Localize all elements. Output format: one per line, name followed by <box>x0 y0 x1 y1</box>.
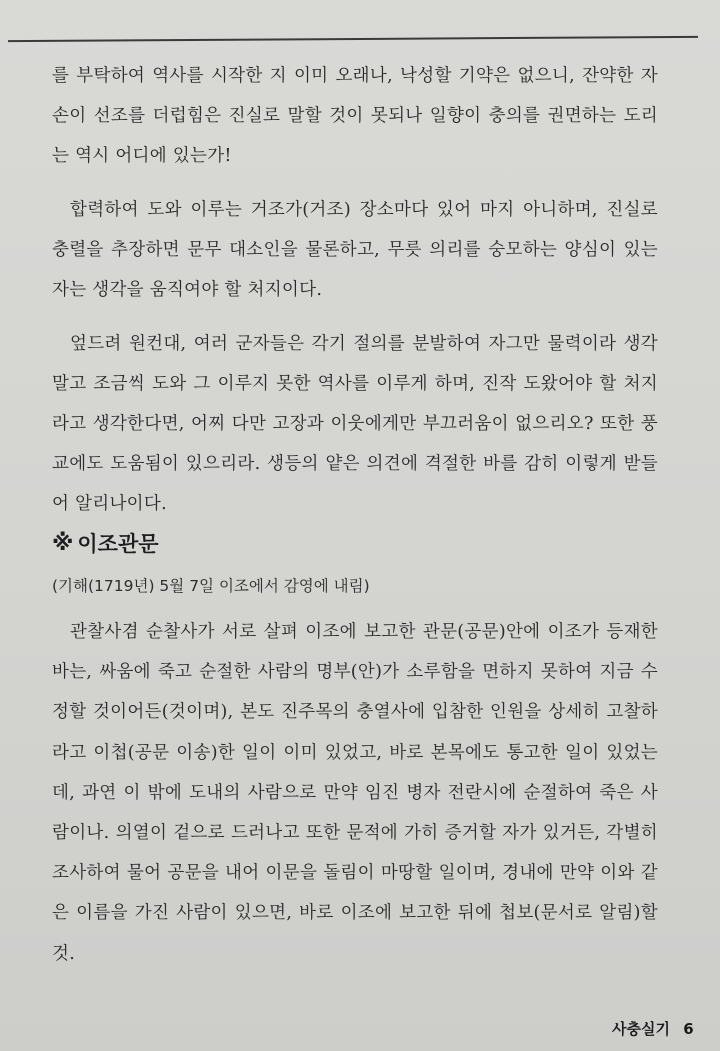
top-divider <box>8 36 698 42</box>
page-footer <box>612 1018 694 1039</box>
running-title: 사충실기 <box>612 1020 670 1038</box>
paragraph: 합력하여 도와 이루는 거조가(거조) 장소마다 있어 마지 아니하며, 진실로 충렬을 추장하면 문무 대소인을 물론하고, 무릇 의리를 숭모하는 양심이 있는자는 생각을 움직여야 할 처지이다. <box>52 200 658 300</box>
section-text-block <box>52 612 658 974</box>
page-number: 6 <box>683 1020 694 1038</box>
intro-text-block <box>52 56 658 524</box>
paragraph: 엎드려 원컨대, 여러 군자들은 각기 절의를 분발하여 자그만 물력이라 생각말고 조금씩 도와 그 이루지 못한 역사를 이루게 하며, 진작 도왔어야 할 처지라고 생각한다면, 어찌 다만 고장과 이웃에게만 부끄러움이 없으리오? 또한 풍교에도 도움됨이 있으리라. 생등의 얕은 의견에 격절한 바를 감히 이렇게 받들어 알리나이다. <box>52 334 658 514</box>
section-heading <box>52 528 159 558</box>
reference-mark-icon: ※ <box>52 530 74 556</box>
section-title: 이조관문 <box>77 532 159 556</box>
paragraph: 를 부탁하여 역사를 시작한 지 이미 오래나, 낙성할 기약은 없으니, 잔약한 자손이 선조를 더럽힘은 진실로 말할 것이 못되나 일향이 충의를 권면하는 도리는 역시 어디에 있는가! <box>52 66 658 166</box>
paragraph: 관찰사겸 순찰사가 서로 살펴 이조에 보고한 관문(공문)안에 이조가 등재한 바는, 싸움에 죽고 순절한 사람의 명부(안)가 소루함을 면하지 못하여 지금 수정할 것이어든(것이며), 본도 진주목의 충열사에 입참한 인원을 상세히 고찰하라고 이첩(공문 이송)한 일이 이미 있었고, 바로 본목에도 통고한 일이 있었는데, 과연 이 밖에 도내의 사람으로 만약 임진 병자 전란시에 순절하여 죽은 사람이나. 의열이 겉으로 드러나고 또한 문적에 가히 증거할 자가 있거든, 각별히 조사하여 물어 공문을 내어 이문을 돌림이 마땅할 일이며, 경내에 만약 이와 같은 이름을 가진 사람이 있으면, 바로 이조에 보고한 뒤에 첩보(문서로 알림)할 것. <box>52 622 658 964</box>
section-dateline: (기해(1719년) 5월 7일 이조에서 감영에 내림) <box>52 577 370 595</box>
